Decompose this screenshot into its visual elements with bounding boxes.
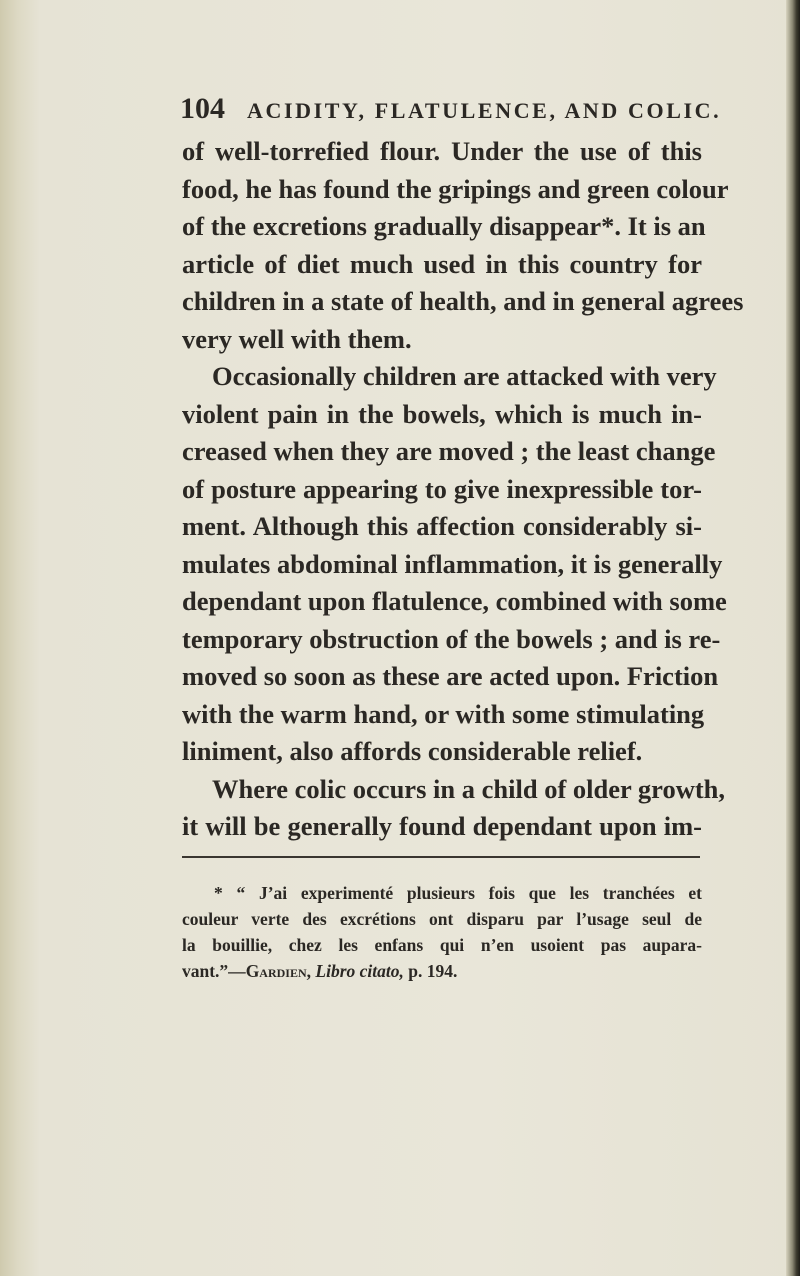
body-line: very well with them. — [182, 323, 412, 354]
body-line: it will be generally found dependant upon im- — [182, 811, 702, 841]
footnote-line: couleur verte des excrétions ont disparu par l’usage seul de — [182, 909, 702, 929]
footnote-citation — [182, 958, 702, 984]
footnote-rule — [182, 856, 700, 858]
body-line: children in a state of health, and in general agrees — [182, 286, 744, 316]
page-header — [180, 92, 721, 136]
page-edge-shadow — [786, 0, 800, 1276]
body-line: moved so soon as these are acted upon. Friction — [182, 661, 719, 691]
body-line: creased when they are moved ; the least change — [182, 436, 716, 466]
body-line: of the excretions gradually disappear*. It is an — [182, 211, 706, 241]
body-line: of well-torrefied flour. Under the use of this — [182, 136, 702, 166]
footnote-author: Gardien, — [245, 961, 312, 981]
body-line: of posture appearing to give inexpressible tor- — [182, 473, 702, 504]
footnote-line: * “ J’ai experimenté plusieurs fois que les tranchées et — [214, 883, 702, 903]
running-title: ACIDITY, FLATULENCE, AND COLIC. — [247, 98, 722, 123]
page-number: 104 — [180, 92, 225, 125]
body-text — [182, 133, 744, 846]
body-line: with the warm hand, or with some stimulating — [182, 698, 705, 729]
body-line: ment. Although this affection considerably si- — [182, 511, 702, 541]
body-line: article of diet much used in this country for — [182, 248, 702, 279]
footnote-line-start: vant.”— — [182, 961, 246, 981]
body-line: violent pain in the bowels, which is much in- — [182, 398, 702, 429]
body-line: mulates abdominal inflammation, it is generally — [182, 548, 723, 579]
body-line: Where colic occurs in a child of older growth, — [212, 773, 726, 804]
footnote-page-ref: p. 194. — [408, 961, 458, 981]
body-line: dependant upon flatulence, combined with some — [182, 586, 727, 616]
footnote — [182, 880, 702, 984]
footnote-work: Libro citato, — [315, 961, 404, 981]
body-line: Occasionally children are attacked with very — [212, 361, 717, 391]
footnote-line: la bouillie, chez les enfans qui n’en usoient pas aupara- — [182, 935, 702, 955]
body-line: temporary obstruction of the bowels ; and is re- — [182, 623, 721, 654]
body-line: food, he has found the gripings and green colour — [182, 173, 729, 204]
body-line: liniment, also affords considerable relief. — [182, 736, 643, 766]
